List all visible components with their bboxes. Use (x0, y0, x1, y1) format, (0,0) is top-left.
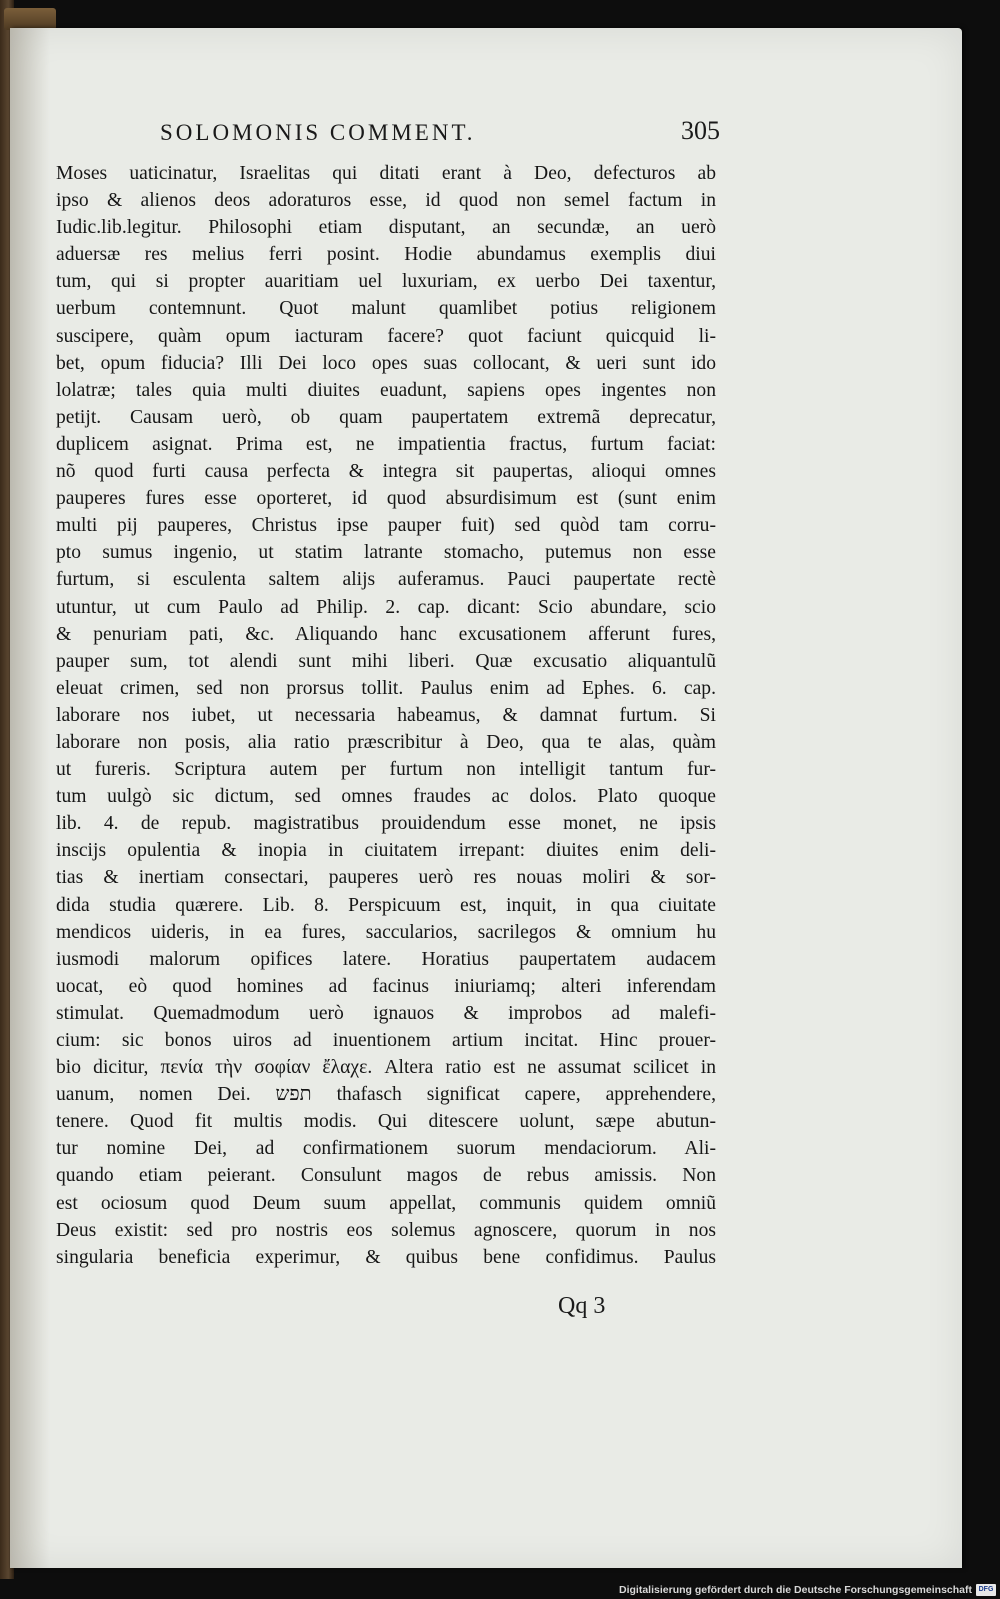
text-line: iusmodi malorum opifices latere. Horatius paupertatem audacem (56, 948, 716, 970)
text-line: quando etiam peierant. Consulunt magos de rebus amissis. Non (56, 1165, 716, 1187)
signature-mark: Qq 3 (558, 1293, 606, 1319)
text-line: tias & inertiam consectari, pauperes uerò res nouas moliri & sor- (56, 867, 716, 889)
text-line: furtum, si esculenta saltem alijs auferamus. Pauci paupertate rectè (56, 569, 716, 591)
text-line: ipso & alienos deos adoraturos esse, id quod non semel factum in (56, 190, 716, 212)
text-line: pto sumus ingenio, ut statim latrante stomacho, putemus non esse (56, 542, 716, 564)
text-line: dida studia quærere. Lib. 8. Perspicuum est, inquit, in qua ciuitate (56, 894, 716, 916)
text-line: stimulat. Quemadmodum uerò ignauos & improbos ad malefi- (56, 1002, 716, 1024)
text-line: tum uulgò sic dictum, sed omnes fraudes ac dolos. Plato quoque (56, 786, 716, 808)
dfg-logo-icon: DFG (976, 1584, 996, 1596)
text-line: bet, opum fiducia? Illi Dei loco opes suas collocant, & ueri sunt ido (56, 352, 716, 374)
text-line: inscijs opulentia & inopia in ciuitatem irrepant: diuites enim deli- (56, 840, 716, 862)
text-line: mendicos uideris, in ea fures, saccularios, sacrilegos & omnium hu (56, 921, 716, 943)
text-line: utuntur, ut cum Paulo ad Philip. 2. cap. dicant: Scio abundare, scio (56, 596, 716, 618)
text-line: multi pij pauperes, Christus ipse pauper fuit) sed quòd tam corru- (56, 515, 716, 537)
text-line: uerbum contemnunt. Quot malunt quamlibet potius religionem (56, 298, 716, 320)
text-line: tum, qui si propter auaritiam uel luxuriam, ex uerbo Dei taxentur, (56, 271, 716, 293)
text-line: laborare nos iubet, ut necessaria habeamus, & damnat furtum. Si (56, 704, 716, 726)
text-line: tur nomine Dei, ad confirmationem suorum mendaciorum. Ali- (56, 1138, 716, 1160)
text-line: uanum, nomen Dei. תפש thafasch significat capere, apprehendere, (56, 1084, 716, 1106)
text-line: duplicem asignat. Prima est, ne impatientia fractus, furtum faciat: (56, 433, 716, 455)
text-line: Iudic.lib.legitur. Philosophi etiam disputant, an secundæ, an uerò (56, 217, 716, 239)
text-line: Moses uaticinatur, Israelitas qui ditati erant à Deo, defecturos ab (56, 163, 716, 184)
body-text (56, 160, 716, 1271)
binding-corner (4, 8, 56, 30)
text-line: est ociosum quod Deum suum appellat, communis quidem omniũ (56, 1192, 716, 1214)
footer-bar (0, 1579, 1000, 1599)
book-page (10, 28, 962, 1568)
text-line: singularia beneficia experimur, & quibus bene confidimus. Paulus (56, 1246, 716, 1268)
text-line: petijt. Causam uerò, ob quam paupertatem extremã deprecatur, (56, 406, 716, 428)
text-line: bio dicitur, πενία τὴν σοφίαν ἔλαχε. Altera ratio est ne assumat scilicet in (56, 1057, 716, 1079)
text-line: uocat, eò quod homines ad facinus iniuriamq; alteri inferendam (56, 975, 716, 997)
running-title: SOLOMONIS COMMENT. (160, 120, 476, 145)
text-line: eleuat crimen, sed non prorsus tollit. Paulus enim ad Ephes. 6. cap. (56, 677, 716, 699)
digitization-credit: Digitalisierung gefördert durch die Deutsche Forschungsgemeinschaft (619, 1584, 972, 1596)
text-line: aduersæ res melius ferri posint. Hodie abundamus exemplis diui (56, 244, 716, 266)
text-line: nõ quod furti causa perfecta & integra sit paupertas, alioqui omnes (56, 461, 716, 483)
text-line: pauperes fures esse oporteret, id quod absurdisimum est (sunt enim (56, 488, 716, 510)
text-line: & penuriam pati, &c. Aliquando hanc excusationem afferunt fures, (56, 623, 716, 645)
text-line: Deus existit: sed pro nostris eos solemus agnoscere, quorum in nos (56, 1219, 716, 1241)
text-line: lib. 4. de repub. magistratibus prouidendum esse monet, ne ipsis (56, 813, 716, 835)
text-line: ut fureris. Scriptura autem per furtum non intelligit tantum fur- (56, 759, 716, 781)
text-line: pauper sum, tot alendi sunt mihi liberi. Quæ excusatio aliquantulũ (56, 650, 716, 672)
text-line: laborare non posis, alia ratio præscribitur à Deo, qua te alas, quàm (56, 731, 716, 753)
text-line: tenere. Quod fit multis modis. Qui ditescere uolunt, sæpe abutun- (56, 1111, 716, 1133)
page-number: 305 (681, 116, 720, 145)
page-header (160, 116, 720, 156)
text-line: lolatræ; tales quia multi diuites euadunt, sapiens opes ingentes non (56, 379, 716, 401)
text-line: suscipere, quàm opum iacturam facere? quot faciunt quicquid li- (56, 325, 716, 347)
text-line: cium: sic bonos uiros ad inuentionem artium incitat. Hinc prouer- (56, 1030, 716, 1051)
